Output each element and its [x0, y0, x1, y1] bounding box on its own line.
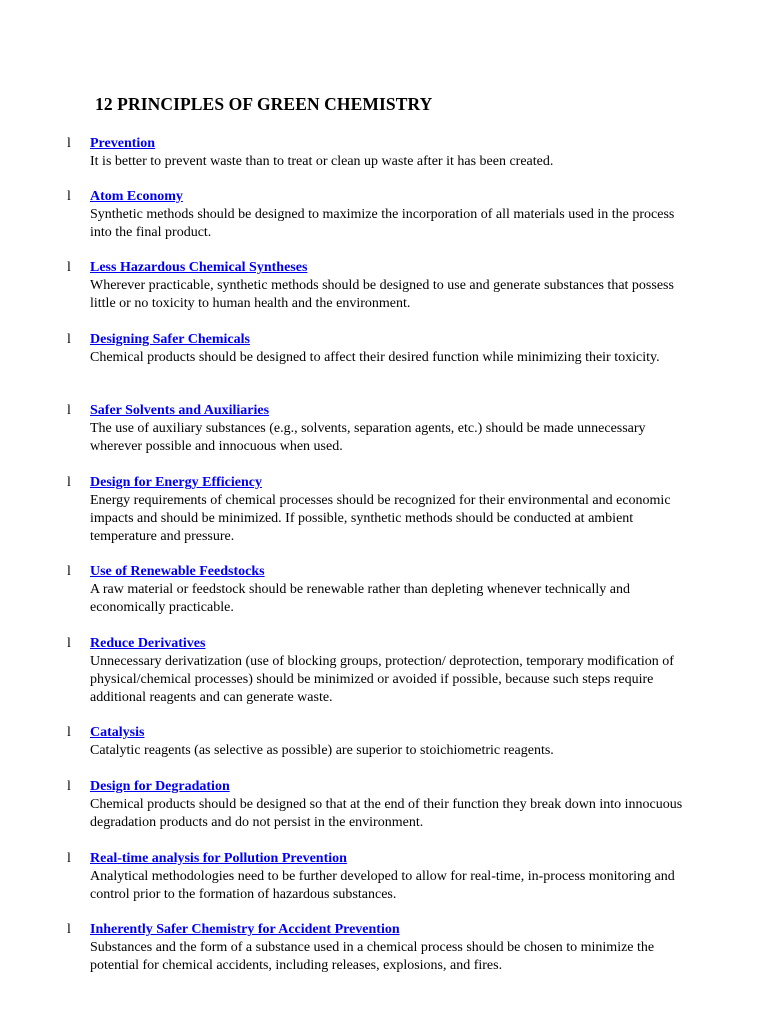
bullet-marker: l: [67, 260, 71, 275]
principle-description: Analytical methodologies need to be further developed to allow for real-time, in-process monitoring and control prior to the formation of hazardous substances.: [90, 869, 675, 903]
principle-description: Wherever practicable, synthetic methods should be designed to use and generate substances that possess little or no toxicity to human health and the environment.: [90, 278, 674, 312]
bullet-marker: l: [67, 636, 71, 651]
principle-description: Unnecessary derivatization (use of blocking groups, protection/ deprotection, temporary modification of physical/chemical processes) should be minimized or avoided if possible, because such steps require additional reagents and can generate waste.: [90, 654, 674, 706]
bullet-marker: l: [67, 564, 71, 579]
bullet-marker: l: [67, 475, 71, 490]
bullet-marker: l: [67, 403, 71, 418]
principle-description: The use of auxiliary substances (e.g., solvents, separation agents, etc.) should be made unnecessary wherever possible and innocuous when used.: [90, 421, 646, 455]
bullet-marker: l: [67, 922, 71, 937]
principle-description: Substances and the form of a substance used in a chemical process should be chosen to minimize the potential for chemical accidents, including releases, explosions, and fires.: [90, 940, 655, 974]
bullet-marker: l: [67, 851, 71, 866]
principle-heading-link[interactable]: Less Hazardous Chemical Syntheses: [90, 260, 308, 275]
principle-description: A raw material or feedstock should be renewable rather than depleting whenever technically and economically practicable.: [90, 582, 630, 616]
principle-heading-link[interactable]: Real-time analysis for Pollution Prevention: [90, 851, 347, 866]
principle-heading-link[interactable]: Design for Energy Efficiency: [90, 475, 262, 490]
page-title: 12 PRINCIPLES OF GREEN CHEMISTRY: [95, 94, 433, 114]
bullet-marker: l: [67, 779, 71, 794]
principle-heading-link[interactable]: Design for Degradation: [90, 779, 230, 794]
bullet-marker: l: [67, 136, 71, 151]
principle-heading-link[interactable]: Catalysis: [90, 725, 145, 740]
principle-description: It is better to prevent waste than to treat or clean up waste after it has been created.: [90, 154, 554, 169]
principle-heading-link[interactable]: Safer Solvents and Auxiliaries: [90, 403, 270, 418]
principle-description: Chemical products should be designed to affect their desired function while minimizing their toxicity.: [90, 350, 660, 365]
principle-heading-link[interactable]: Designing Safer Chemicals: [90, 332, 250, 347]
bullet-marker: l: [67, 332, 71, 347]
principle-heading-link[interactable]: Use of Renewable Feedstocks: [90, 564, 265, 579]
principle-heading-link[interactable]: Inherently Safer Chemistry for Accident Prevention: [90, 922, 400, 937]
principle-description: Chemical products should be designed so that at the end of their function they break down into innocuous degradation products and do not persist in the environment.: [90, 797, 683, 831]
principle-heading-link[interactable]: Prevention: [90, 136, 156, 151]
bullet-marker: l: [67, 189, 71, 204]
principle-heading-link[interactable]: Reduce Derivatives: [90, 636, 206, 651]
bullet-marker: l: [67, 725, 71, 740]
principle-description: Energy requirements of chemical processes should be recognized for their environmental and economic impacts and should be minimized. If possible, synthetic methods should be conducted at ambient temperature and pressure.: [90, 493, 671, 545]
principle-description: Synthetic methods should be designed to maximize the incorporation of all materials used in the process into the final product.: [90, 207, 675, 241]
principle-description: Catalytic reagents (as selective as possible) are superior to stoichiometric reagents.: [90, 743, 554, 758]
principle-heading-link[interactable]: Atom Economy: [90, 189, 183, 204]
